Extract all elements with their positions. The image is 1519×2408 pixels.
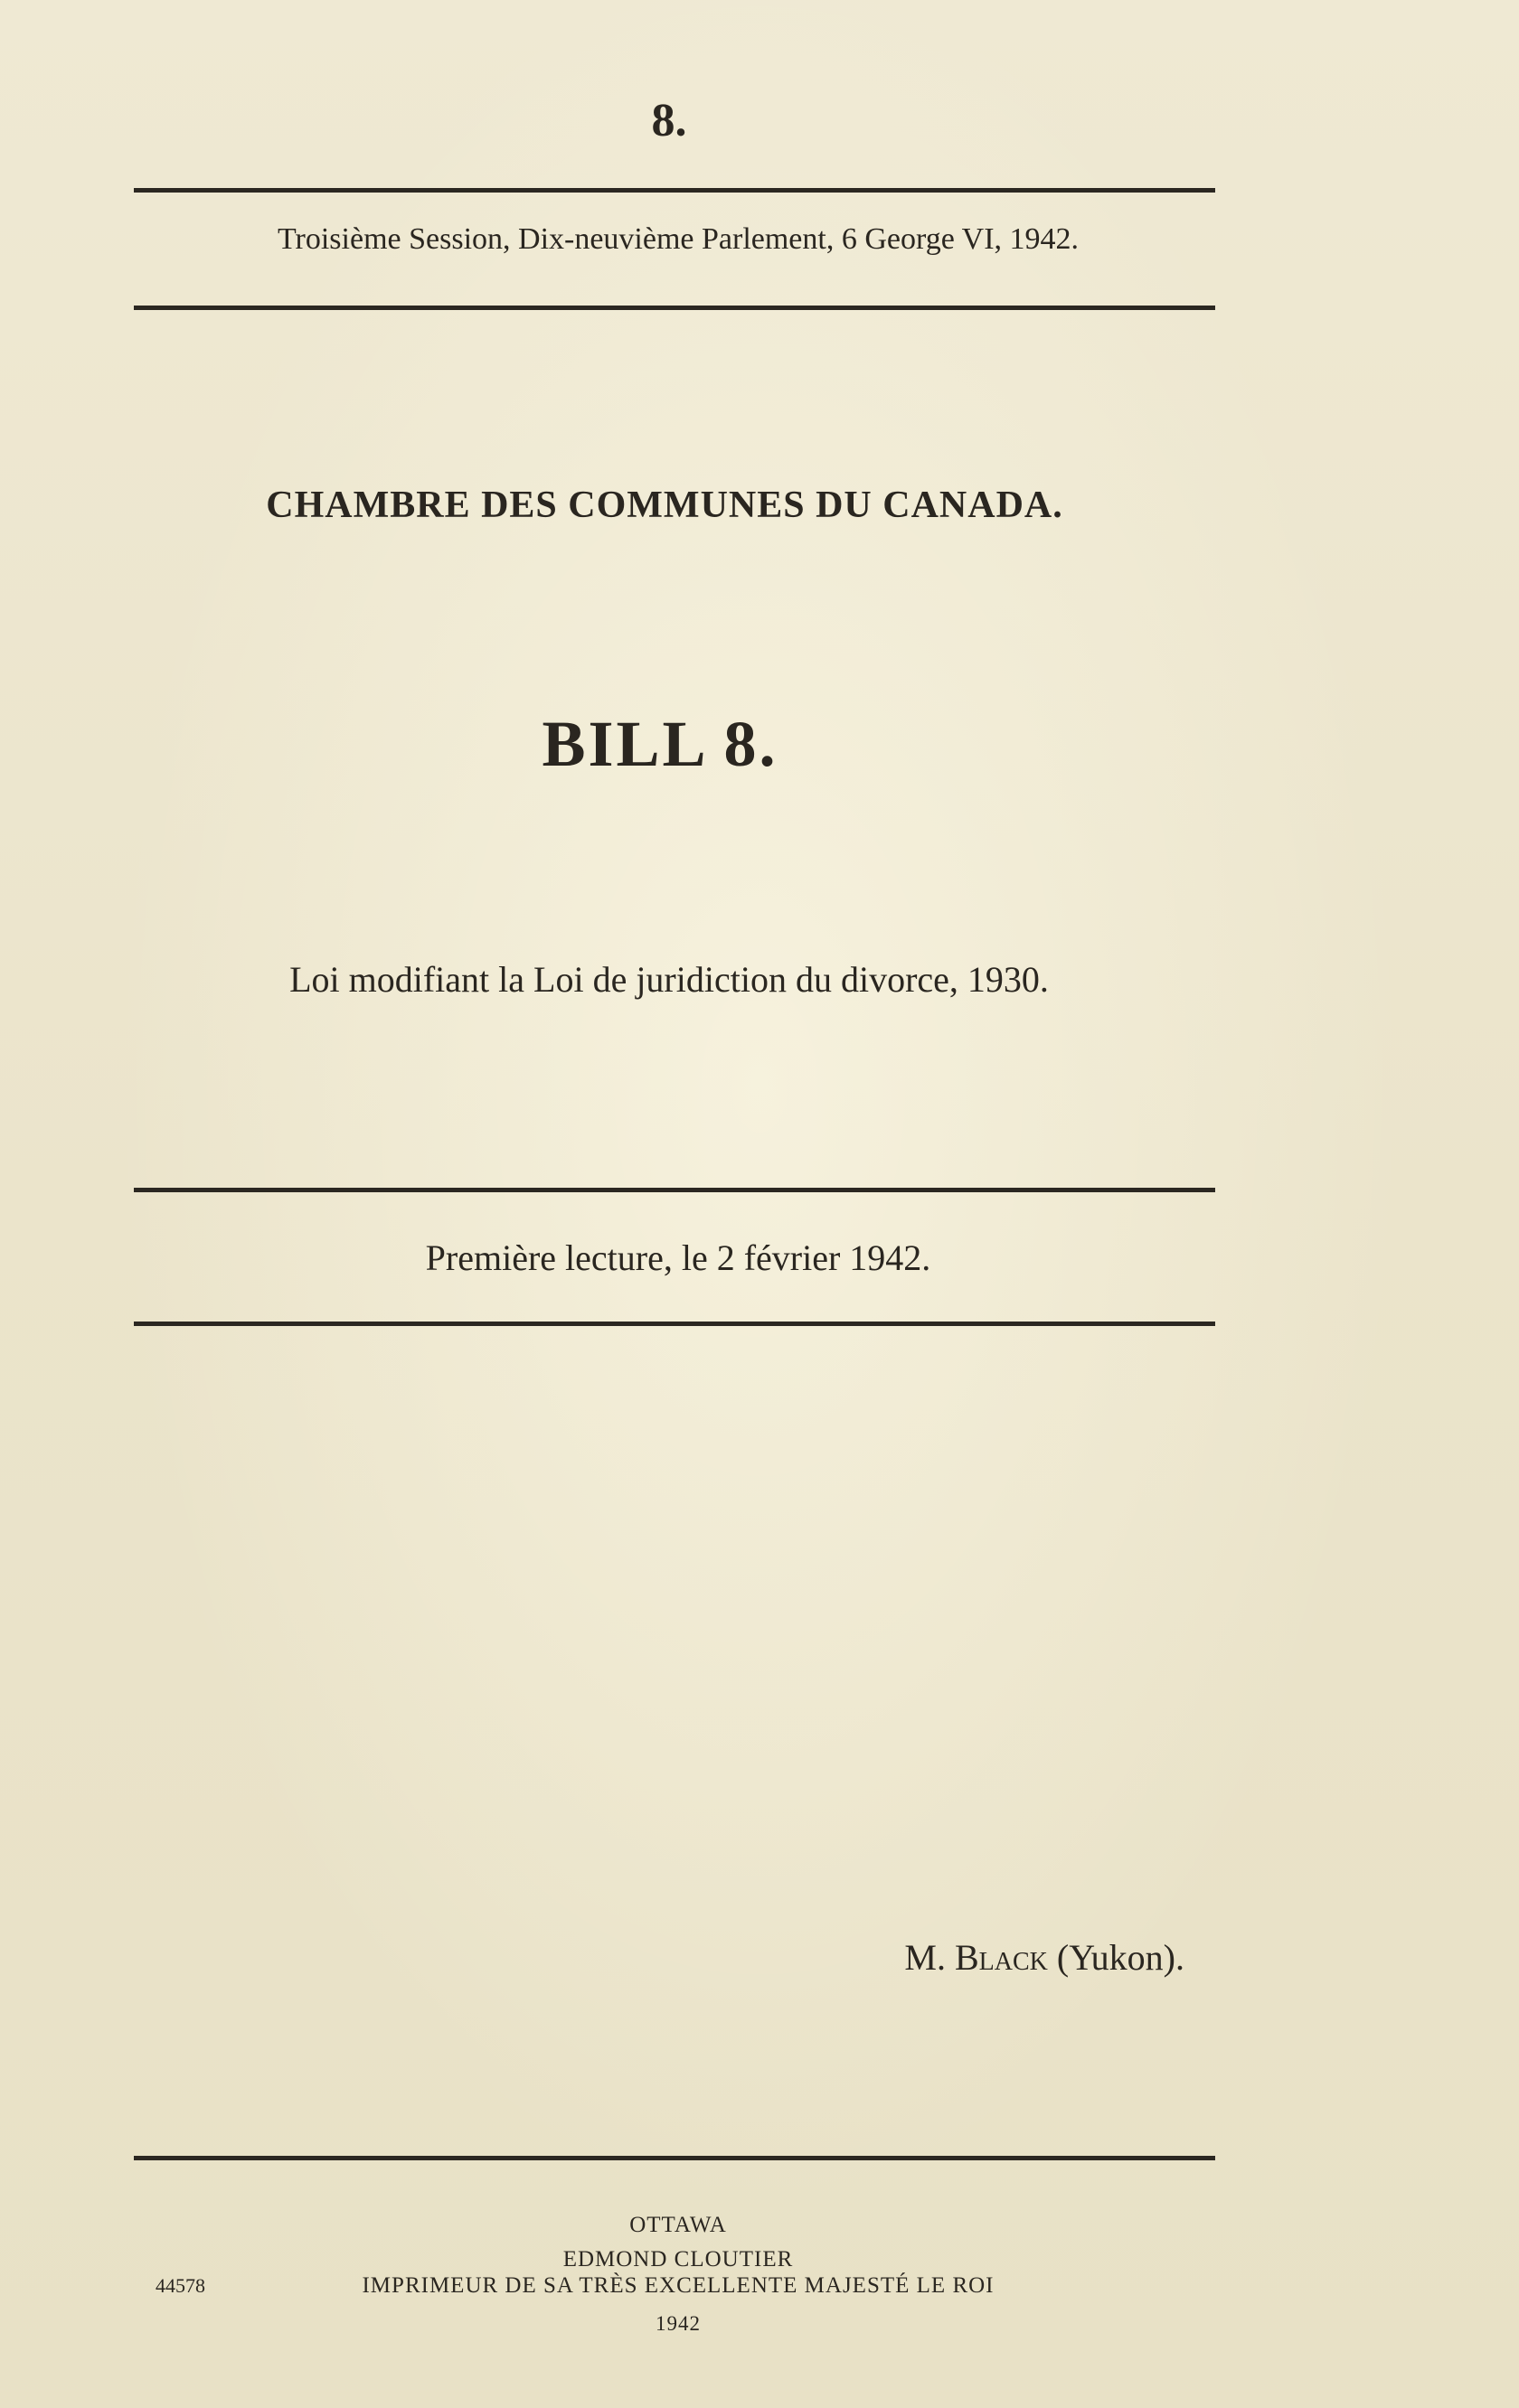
session-rule	[134, 306, 1215, 310]
bill-description: Loi modifiant la Loi de juridiction du divorce, 1930.	[289, 959, 1049, 1000]
footer-year: 1942	[656, 2312, 701, 2335]
description-rule	[134, 1188, 1215, 1192]
house-heading: CHAMBRE DES COMMUNES DU CANADA.	[266, 484, 1063, 526]
page-number: 8.	[651, 95, 687, 146]
bill-title: BILL 8.	[542, 708, 778, 780]
print-code: 44578	[156, 2274, 205, 2297]
first-reading-line: Première lecture, le 2 février 1942.	[425, 1237, 931, 1278]
reading-rule	[134, 1322, 1215, 1326]
show-through-bill-heading	[687, 597, 701, 659]
sponsor-prefix: M.	[904, 1937, 955, 1978]
footer-printer: EDMOND CLOUTIER	[562, 2247, 794, 2272]
footer-printer-title: IMPRIMEUR DE SA TRÈS EXCELLENTE MAJESTÉ LE ROI	[362, 2273, 995, 2298]
bill-sponsor	[805, 1936, 1184, 1979]
footer-city: OTTAWA	[629, 2213, 727, 2237]
sponsor-name: Black	[955, 1937, 1048, 1978]
sponsor-riding: (Yukon).	[1047, 1937, 1184, 1978]
top-rule	[134, 188, 1215, 193]
session-line: Troisième Session, Dix-neuvième Parlement, 6 George VI, 1942.	[277, 222, 1080, 256]
footer-rule	[134, 2156, 1215, 2160]
